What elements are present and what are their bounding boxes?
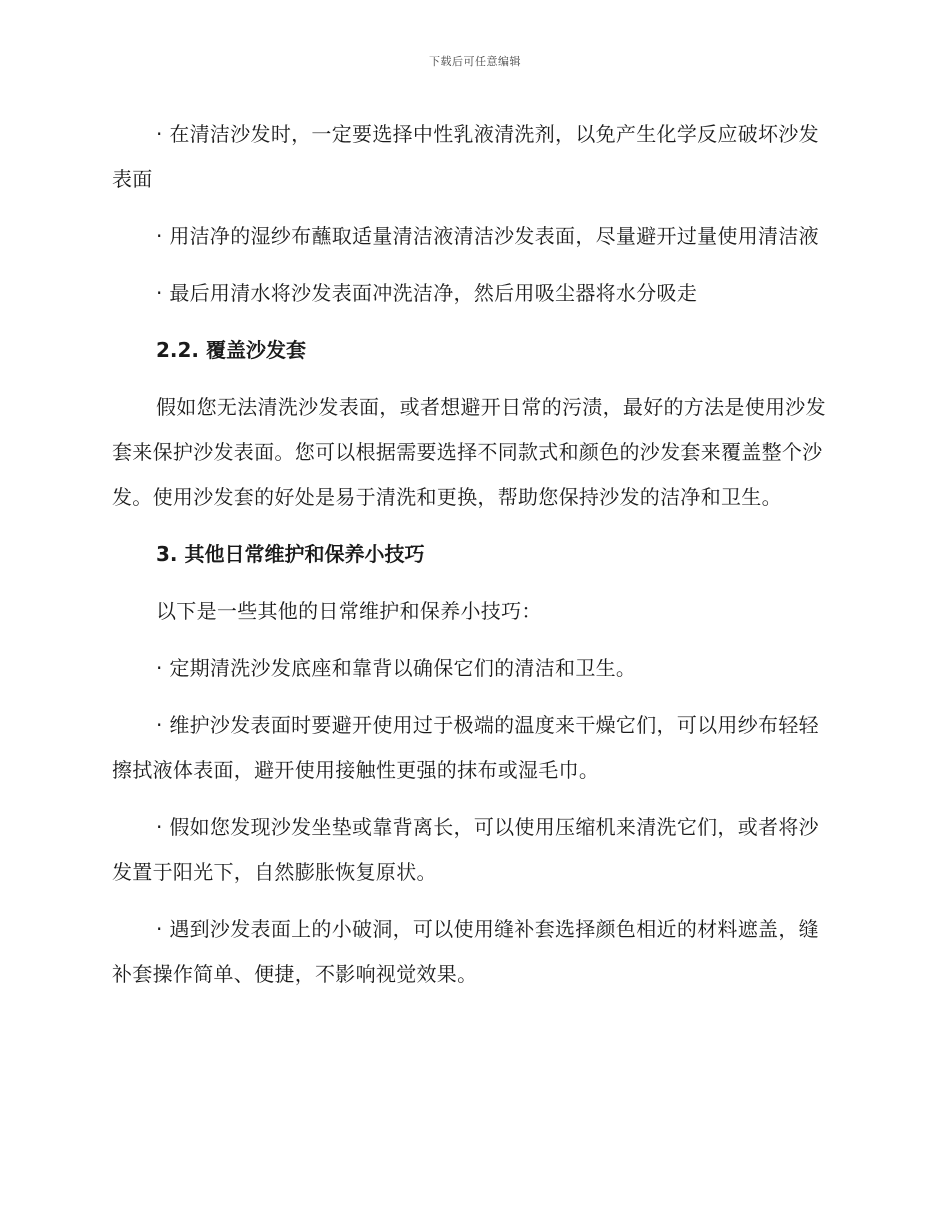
bullet-paragraph: · 用洁净的湿纱布蘸取适量清洁液清洁沙发表面，尽量避开过量使用清洁液	[156, 224, 819, 248]
bullet-paragraph: · 遇到沙发表面上的小破洞，可以使用缝补套选择颜色相近的材料遮盖，缝补套操作简单、便捷，不影响视觉效果。	[112, 917, 819, 986]
intro-paragraph: 以下是一些其他的日常维护和保养小技巧：	[156, 599, 542, 623]
section-heading: 3. 其他日常维护和保养小技巧	[156, 542, 425, 566]
bullet-paragraph: · 定期清洗沙发底座和靠背以确保它们的清洁和卫生。	[156, 656, 637, 680]
body-paragraph: 假如您无法清洗沙发表面，或者想避开日常的污渍，最好的方法是使用沙发套来保护沙发表面。您可以根据需要选择不同款式和颜色的沙发套来覆盖整个沙发。使用沙发套的好处是易于清洗和更换，帮助您保持沙发的洁净和卫生。	[112, 395, 826, 509]
bullet-paragraph: · 最后用清水将沙发表面冲洗洁净，然后用吸尘器将水分吸走	[156, 281, 698, 305]
bullet-paragraph: · 假如您发现沙发坐垫或靠背离长，可以使用压缩机来清洗它们，或者将沙发置于阳光下，自然膨胀恢复原状。	[112, 815, 819, 884]
bullet-paragraph: · 在清洁沙发时，一定要选择中性乳液清洗剂，以免产生化学反应破坏沙发表面	[112, 122, 819, 191]
section-heading: 2.2. 覆盖沙发套	[156, 338, 306, 362]
bullet-paragraph: · 维护沙发表面时要避开使用过于极端的温度来干燥它们，可以用纱布轻轻擦拭液体表面，避开使用接触性更强的抹布或湿毛巾。	[112, 713, 819, 782]
page-header-note: 下载后可任意编辑	[429, 55, 521, 68]
document-body	[112, 112, 832, 1009]
